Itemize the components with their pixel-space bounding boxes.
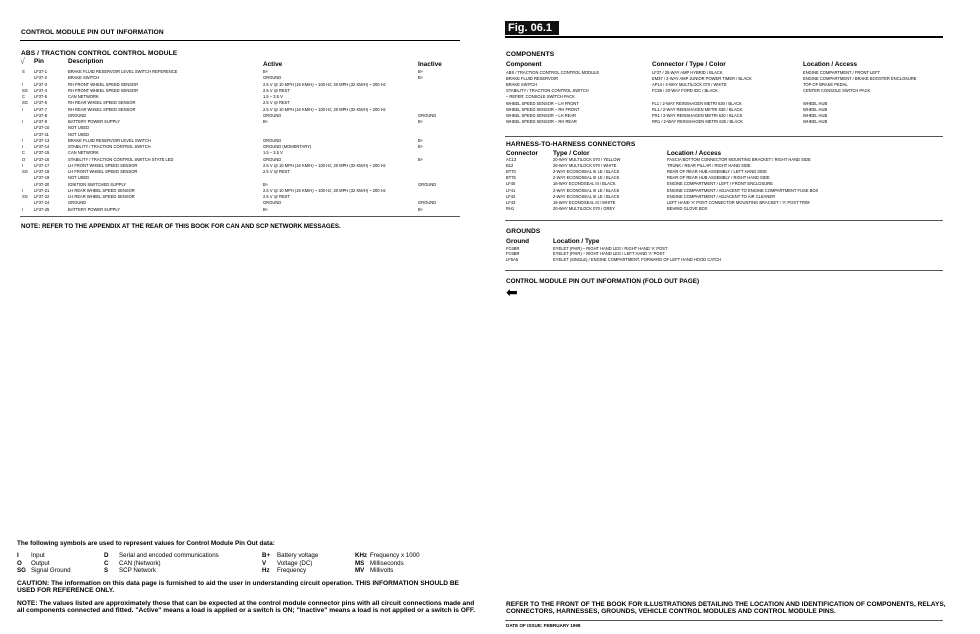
pin-active-value: GROUND: [263, 138, 282, 143]
pin-number: LF37-20: [34, 181, 50, 187]
ground-row: [505, 258, 945, 263]
component-connector: FL1 / 2-WAY REINSHAGEN METRI 630 / BLACK: [652, 101, 742, 106]
harness-row: [505, 170, 945, 175]
harness-type: 2-WAY ECONOSEAL III LE / BLACK: [553, 170, 620, 175]
symbols-intro: The following symbols are used to represent values for Control Module Pin Out data:: [17, 540, 275, 547]
pin-row: [20, 114, 460, 119]
pin-number: LF37-11: [34, 131, 49, 137]
component-name: BRAKE SWITCH: [506, 83, 538, 88]
pin-description: BATTERY POWER SUPPLY: [68, 120, 121, 124]
symbol-meaning: Output: [31, 559, 50, 567]
pin-io-type: C: [22, 94, 25, 99]
header-type: Type / Color: [553, 150, 590, 157]
component-row: [505, 114, 945, 119]
harness-type: 20-WAY MULTILOCK 070 / WHITE: [553, 164, 617, 169]
harness-connector: BT75: [506, 175, 516, 181]
harness-location: REAR OF REAR HUB ASSEMBLY / LEFT HAND SIDE: [667, 170, 767, 175]
pin-io-type: S: [22, 69, 25, 74]
pin-io-type: I: [22, 162, 24, 168]
pin-active-value: 2.5 V @ 10 MPH (16 KM/H) ~ 100 Hz; 20 MPH (32 KM/H) ~ 200 Hz: [263, 107, 386, 112]
harness-table: [505, 158, 945, 218]
pin-io-type: I: [22, 144, 24, 149]
symbol-meaning: SCP Network: [119, 567, 157, 575]
ground-id: LF5A5: [506, 256, 519, 262]
harness-type: 20-WAY MULTILOCK 070 / GREY: [553, 206, 615, 211]
pin-description: RH REAR WHEEL SPEED SENSOR: [68, 101, 136, 106]
symbol-key: SG: [17, 567, 26, 575]
ground-location: EYELET (PAIR) – RIGHT HAND LEG / RIGHT HAND 'A' POST: [553, 247, 668, 251]
note-values: NOTE: The values listed are approximately those that can be expected at the control module connector pins with all circuit connections made and all components connected and fitted. "Active" means a load is applied or a switch is ON; "Inactive" means a load is not applied or a switch is OFF.: [17, 600, 476, 615]
pin-row: [20, 195, 460, 200]
symbol-key: D: [104, 552, 109, 559]
symbol-key: MV: [355, 567, 365, 575]
pin-description: BRAKE SWITCH: [68, 76, 100, 81]
pin-description: BRAKE FLUID RESERVOIR LEVEL SWITCH: [68, 138, 152, 143]
component-name: WHEEL SPEED SENSOR – LH REAR: [506, 113, 577, 118]
ground-row: [505, 252, 945, 257]
harness-location: LEFT HAND 'A' POST CONNECTOR MOUNTING BRACKET / 'A' POST TRIM: [667, 200, 810, 205]
pin-description: NOT USED: [68, 132, 90, 137]
header-pin: Pin: [34, 58, 44, 65]
symbol-meaning: Input: [31, 552, 45, 559]
component-row: [505, 83, 945, 88]
foldout-link[interactable]: CONTROL MODULE PIN OUT INFORMATION (FOLD OUT PAGE): [506, 278, 700, 285]
pin-active-value: 2.5 V @ 10 MPH (16 KM/H) ~ 100 Hz; 20 MPH (32 KM/H) ~ 200 Hz: [263, 82, 386, 87]
divider: [505, 220, 943, 221]
component-row: [505, 95, 945, 100]
component-row: [505, 71, 945, 76]
header-connector: Connector: [506, 150, 538, 157]
pin-description: GROUND: [68, 201, 87, 206]
pin-row: [20, 208, 460, 213]
pin-inactive-value: B+: [418, 156, 424, 162]
pin-row: [20, 145, 460, 150]
pin-row: [20, 76, 460, 81]
pin-number: LF37-4: [34, 87, 47, 93]
pin-active-value: 1.5 – 3.5 V: [263, 95, 283, 99]
pin-number: LF37-1: [34, 69, 47, 74]
harness-connector: LF41: [506, 187, 516, 193]
component-location: WHEEL HUB: [803, 119, 828, 124]
pin-description: RH FRONT WHEEL SPEED SENSOR: [68, 82, 139, 87]
pin-io-type: I: [22, 81, 24, 87]
pin-description: RH REAR WHEEL SPEED SENSOR: [68, 107, 136, 112]
pin-row: [20, 201, 460, 206]
harness-location: FASCIA BOTTOM CONNECTOR MOUNTING BRACKET / RIGHT HAND SIDE: [667, 158, 811, 162]
pin-active-value: 1.5 – 3.5 V: [263, 151, 283, 156]
pin-number: LF37-19: [34, 175, 50, 181]
component-connector: FR1 / 2-WAY REINSHAGEN METRI 630 / BLACK: [652, 113, 743, 118]
symbol-meaning: CAN (Network): [119, 559, 161, 567]
component-location: ENGINE COMPARTMENT / FRONT LEFT: [803, 71, 881, 75]
symbol-meaning: Serial and encoded communications: [119, 552, 219, 559]
pin-number: LF37-24: [34, 200, 50, 206]
pin-description: LH REAR WHEEL SPEED SENSOR: [68, 188, 135, 193]
component-row: [505, 89, 945, 94]
harness-connector: BT70: [506, 169, 516, 175]
pin-active-value: B+: [263, 182, 269, 187]
pin-active-value: 2.5 V @ 10 MPH (16 KM/H) ~ 100 Hz; 20 MPH (32 KM/H) ~ 200 Hz: [263, 188, 386, 193]
pin-active-value: B+: [263, 70, 269, 74]
pin-number: LF37-15: [34, 150, 50, 156]
pin-active-value: GROUND: [263, 113, 282, 118]
component-connector: RL1 / 2-WAY REINSHAGEN METRI 630 / BLACK: [652, 107, 743, 112]
harness-type: 16-WAY ECONOSEAL III / BLACK: [553, 182, 616, 187]
harness-location: TRUNK / REAR PILLAR / RIGHT HAND SIDE: [667, 164, 751, 169]
pin-inactive-value: B+: [418, 119, 424, 124]
harness-type: 20-WAY MULTILOCK 070 / YELLOW: [553, 158, 621, 162]
pin-io-type: I: [22, 119, 24, 124]
pin-io-type: I: [22, 206, 24, 212]
header-connector: Connector / Type / Color: [652, 61, 726, 68]
pin-active-value: GROUND: [263, 76, 282, 81]
harness-connector: B12: [506, 163, 514, 169]
harness-connector: AC13: [506, 157, 517, 162]
pin-row: [20, 170, 460, 175]
pin-row: [20, 108, 460, 113]
harness-type: 2-WAY ECONOSEAL III LE / BLACK: [553, 188, 620, 193]
pin-number: LF37-10: [34, 125, 50, 131]
pin-number: LF37-3: [34, 81, 47, 87]
component-connector: FC55 / 20-WAY FORD IDC / BLACK: [652, 89, 718, 94]
symbol-key: MS: [355, 559, 365, 567]
symbol-meaning: Frequency x 1000: [370, 552, 420, 559]
symbol-meaning: Signal Ground: [31, 567, 71, 575]
pin-row: [20, 183, 460, 188]
component-location: WHEEL HUB: [803, 107, 828, 112]
component-row: [505, 108, 945, 113]
component-row: [505, 77, 945, 82]
divider: [505, 270, 943, 271]
pin-number: LF37-6: [34, 100, 47, 106]
component-name: STABILITY / TRACTION CONTROL SWITCH: [506, 89, 589, 94]
harness-location: REAR OF REAR HUB ASSEMBLY / RIGHT HAND SIDE: [667, 176, 770, 181]
symbols-row: [17, 567, 457, 575]
component-location: ENGINE COMPARTMENT / BRAKE BOOSTER ENCLOSURE: [803, 77, 917, 82]
divider: [505, 136, 943, 137]
harness-row: [505, 207, 945, 212]
pin-description: BRAKE FLUID RESERVOIR LEVEL SWITCH REFERENCE: [68, 70, 178, 74]
component-name: WHEEL SPEED SENSOR – RH REAR: [506, 119, 577, 124]
pin-description: CAN NETWORK: [68, 95, 99, 99]
pin-description: RH FRONT WHEEL SPEED SENSOR: [68, 88, 139, 93]
divider: [20, 40, 460, 41]
pin-description: NOT USED: [68, 176, 90, 181]
header-inactive: Inactive: [418, 61, 442, 68]
pin-io-type: I: [22, 137, 24, 143]
header-component: Component: [506, 61, 542, 68]
pin-inactive-value: GROUND: [418, 181, 437, 187]
harness-row: [505, 195, 945, 200]
header-ground: Ground: [506, 238, 530, 245]
symbol-meaning: Frequency: [277, 567, 307, 575]
header-location-type: Location / Type: [553, 238, 600, 245]
pin-description: CAN NETWORK: [68, 151, 99, 156]
pin-row: [20, 70, 460, 75]
pin-inactive-value: B+: [418, 144, 424, 149]
symbol-key: V: [262, 559, 267, 567]
pin-row: [20, 189, 460, 194]
header-location: Location / Access: [803, 61, 858, 68]
pin-active-value: B+: [263, 120, 269, 124]
pin-io-type: O: [22, 156, 26, 162]
component-row: [505, 120, 945, 125]
pin-active-value: 2.5 V @ REST: [263, 88, 290, 93]
pin-inactive-value: B+: [418, 75, 424, 81]
components-header: [505, 61, 945, 70]
component-location: TOP OF BRAKE PEDAL: [803, 83, 848, 88]
grounds-header: [505, 238, 945, 247]
symbol-key: O: [17, 559, 22, 567]
component-name: – REFER: CONSOLE SWITCH PACK: [506, 95, 575, 100]
pin-description: LH FRONT WHEEL SPEED SENSOR: [68, 170, 138, 174]
component-name: WHEEL SPEED SENSOR – RH FRONT: [506, 107, 580, 112]
components-title: COMPONENTS: [506, 51, 555, 58]
harness-location: ENGINE COMPARTMENT / ADJACENT TO AIR CLEANER: [667, 194, 776, 199]
pin-active-value: 2.5 V @ REST: [263, 170, 290, 174]
harness-connector: RH1: [506, 205, 515, 211]
pin-number: LF37-18: [34, 169, 50, 174]
pin-number: LF37-7: [34, 106, 47, 112]
pin-description: GROUND: [68, 113, 87, 118]
symbol-meaning: Millivolts: [370, 567, 394, 575]
pin-row: [20, 95, 460, 100]
arrow-left-icon[interactable]: ⬅: [506, 284, 518, 300]
symbol-key: B+: [262, 552, 271, 559]
module-title: ABS / TRACTION CONTROL CONTROL MODULE: [21, 50, 178, 57]
component-connector: LF37 / 25-WAY AMP HYBRID / BLACK: [652, 71, 723, 75]
component-name: WHEEL SPEED SENSOR – LH FRONT: [506, 101, 579, 106]
header-active: Active: [263, 61, 283, 68]
pin-number: LF37-5: [34, 94, 47, 99]
harness-location: BEHIND GLOVE BOX: [667, 206, 708, 211]
pin-active-value: B+: [263, 207, 269, 212]
symbol-meaning: Milliseconds: [370, 559, 404, 567]
ground-id: FC6BR: [506, 251, 520, 257]
symbol-meaning: Voltage (DC): [277, 559, 313, 567]
harness-row: [505, 176, 945, 181]
pin-active-value: GROUND (MOMENTARY): [263, 145, 312, 149]
header-location: Location / Access: [667, 150, 722, 157]
pin-row: [20, 120, 460, 125]
pin-io-type: SG: [22, 194, 28, 199]
harness-row: [505, 182, 945, 187]
component-connector: RR1 / 2-WAY REINSHAGEN METRI 630 / BLACK: [652, 119, 743, 124]
harness-connector: LF42: [506, 193, 516, 199]
harness-row: [505, 164, 945, 169]
component-connector: EM37 / 2-WAY AMP JUNIOR POWER TIMER / BLACK: [652, 77, 752, 82]
date-of-issue: DATE OF ISSUE: FEBRUARY 1998: [506, 623, 581, 628]
symbols-legend: [17, 552, 457, 576]
harness-location: ENGINE COMPARTMENT / LEFT / FRONT ENCLOSURE: [667, 182, 773, 187]
pin-io-type: I: [22, 106, 24, 112]
pin-number: LF37-17: [34, 162, 50, 168]
pin-row: [20, 164, 460, 169]
grounds-table: [505, 247, 945, 263]
pin-active-value: 2.5 V @ REST: [263, 101, 290, 106]
component-location: WHEEL HUB: [803, 101, 828, 106]
symbol-key: KHz: [355, 552, 368, 559]
symbol-key: I: [17, 552, 19, 559]
pin-table-header: [20, 56, 460, 70]
pin-description: STABILITY / TRACTION CONTROL SWITCH: [68, 145, 151, 149]
divider: [505, 36, 943, 38]
pin-row: [20, 83, 460, 88]
pin-number: LF37-8: [34, 112, 47, 118]
component-location: CENTER CONSOLE SWITCH PACK: [803, 89, 871, 94]
pin-description: LH REAR WHEEL SPEED SENSOR: [68, 195, 135, 199]
component-connector: AP14 / 4-WAY MULTILOCK 070 / WHITE: [652, 83, 727, 88]
divider: [505, 620, 943, 621]
pin-io-type: I: [22, 187, 24, 193]
refer-front-text: REFER TO THE FRONT OF THE BOOK FOR ILLUSTRATIONS DETAILING THE LOCATION AND IDENTIFICATION OF COMPONENTS, RELAYS, CONNECTORS, HARNESSES, GROUNDS, VEHICLE CONTROL MODULES AND CONTROL MODULE PINS.: [506, 601, 946, 616]
ground-location: EYELET (SINGLE) / ENGINE COMPARTMENT, FORWARD OF LEFT HAND HOOD CATCH: [553, 257, 722, 262]
pin-row: [20, 101, 460, 106]
pin-active-value: 2.5 V @ 10 MPH (16 KM/H) ~ 100 Hz; 20 MPH (32 KM/H) ~ 200 Hz: [263, 163, 386, 168]
symbol-key: C: [104, 559, 109, 567]
pin-io-type: SG: [22, 87, 28, 93]
figure-label: Fig. 06.1: [505, 21, 559, 35]
component-row: [505, 102, 945, 107]
symbol-key: Hz: [262, 567, 270, 575]
component-location: WHEEL HUB: [803, 113, 828, 118]
harness-type: 16-WAY ECONOSEAL III / WHITE: [553, 200, 616, 205]
pin-active-value: 2.5 V @ REST: [263, 195, 290, 199]
pin-table: [20, 70, 460, 215]
pin-number: LF37-14: [34, 144, 50, 149]
pin-io-type: C: [22, 150, 25, 156]
harness-title: HARNESS-TO-HARNESS CONNECTORS: [506, 141, 636, 148]
pin-description: IGNITION SWITCHED SUPPLY: [68, 182, 127, 187]
component-name: ABS / TRACTION CONTROL CONTROL MODULE: [506, 71, 600, 75]
component-name: BRAKE FLUID RESERVOIR: [506, 77, 559, 82]
pin-row: [20, 158, 460, 163]
pin-description: BATTERY POWER SUPPLY: [68, 207, 121, 212]
ground-row: [505, 247, 945, 252]
pin-number: LF37-16: [34, 156, 50, 162]
harness-location: ENGINE COMPARTMENT / ADJACENT TO ENGINE COMPARTMENT FUSE BOX: [667, 188, 819, 193]
header-description: Description: [68, 58, 104, 65]
pin-number: LF37-13: [34, 137, 50, 143]
check-mark-icon: √: [20, 56, 25, 66]
pin-row: [20, 139, 460, 144]
divider: [20, 216, 460, 217]
pin-row: [20, 126, 460, 131]
harness-connector: LF40: [506, 181, 516, 187]
pin-description: STABILITY / TRACTION CONTROL SWITCH STATE LED: [68, 157, 174, 162]
pin-inactive-value: GROUND: [418, 200, 437, 206]
harness-row: [505, 158, 945, 163]
pin-inactive-value: GROUND: [418, 112, 437, 118]
harness-row: [505, 201, 945, 206]
ground-id: FC6BR: [506, 246, 520, 251]
harness-type: 2-WAY ECONOSEAL III LE / BLACK: [553, 194, 620, 199]
pin-row: [20, 176, 460, 181]
symbol-key: S: [104, 567, 109, 575]
harness-row: [505, 189, 945, 194]
pin-number: LF37-25: [34, 206, 50, 212]
caution-text: CAUTION: The information on this data page is furnished to aid the user in understanding circuit operation. THIS INFORMATION SHOULD BE USED FOR REFERENCE ONLY.: [17, 580, 460, 595]
pin-number: LF37-22: [34, 194, 50, 199]
pin-number: LF37-9: [34, 119, 47, 124]
pin-inactive-value: B+: [418, 206, 424, 212]
pin-row: [20, 89, 460, 94]
pin-row: [20, 151, 460, 156]
pin-io-type: SG: [22, 169, 28, 174]
pin-active-value: GROUND: [263, 157, 282, 162]
page-title: CONTROL MODULE PIN OUT INFORMATION: [21, 29, 164, 36]
pin-number: LF37-2: [34, 75, 47, 81]
components-table: [505, 71, 945, 131]
pin-io-type: SG: [22, 100, 28, 106]
symbol-meaning: Battery voltage: [277, 552, 319, 559]
note-appendix: NOTE: REFER TO THE APPENDIX AT THE REAR OF THIS BOOK FOR CAN AND SCP NETWORK MESSAGES.: [21, 223, 341, 230]
pin-description: LH FRONT WHEEL SPEED SENSOR: [68, 163, 138, 168]
pin-inactive-value: B+: [418, 137, 424, 143]
pin-number: LF37-21: [34, 187, 50, 193]
grounds-title: GROUNDS: [506, 228, 541, 235]
ground-location: EYELET (PAIR) – RIGHT HAND LEG / LEFT HAND 'A' POST: [553, 252, 665, 257]
pin-active-value: GROUND: [263, 201, 282, 206]
pin-description: NOT USED: [68, 126, 90, 131]
pin-inactive-value: B+: [418, 69, 424, 74]
harness-connector: LF43: [506, 199, 516, 205]
pin-row: [20, 133, 460, 138]
harness-type: 2-WAY ECONOSEAL III LE / BLACK: [553, 176, 620, 181]
